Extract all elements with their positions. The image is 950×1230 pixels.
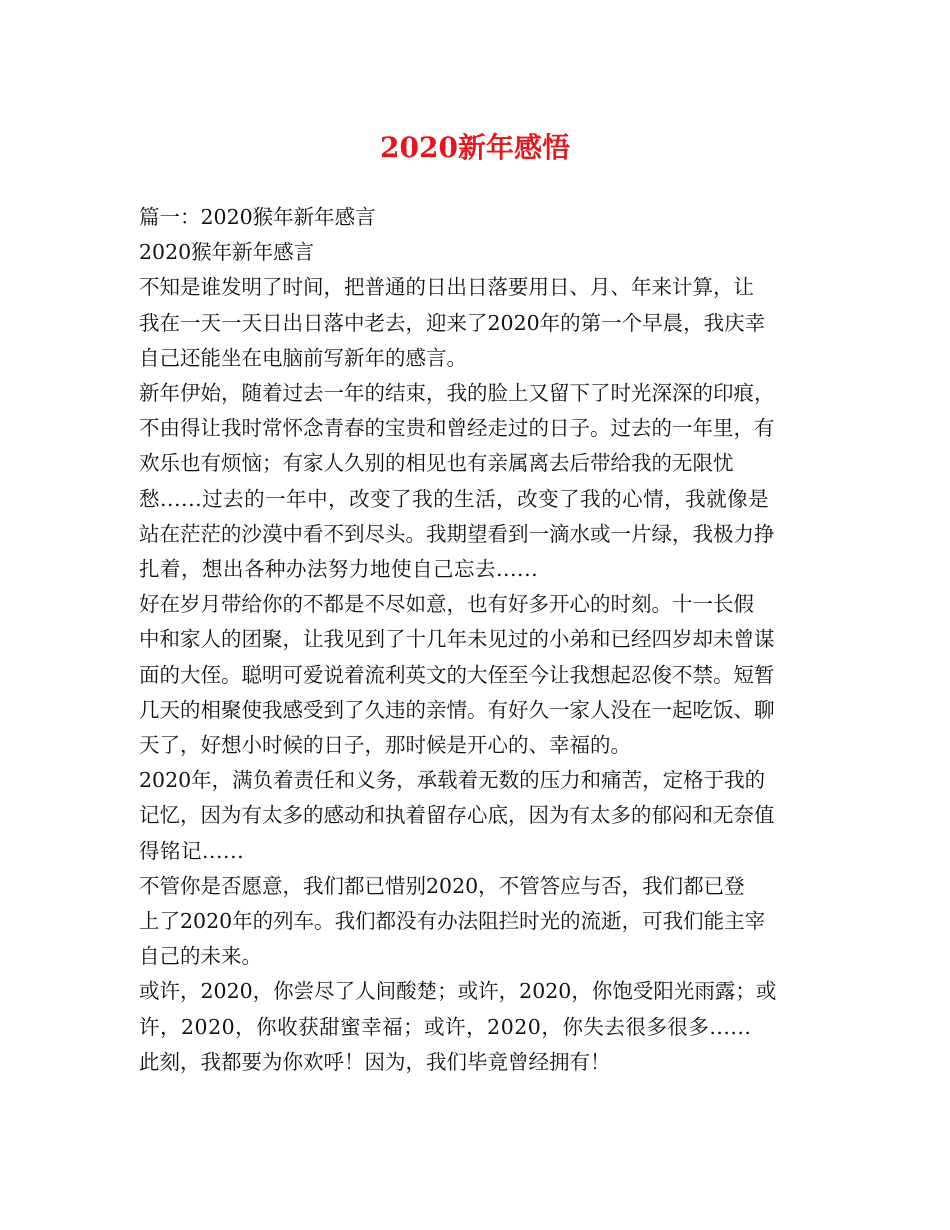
body-line: 不由得让我时常怀念青春的宝贵和曾经走过的日子。过去的一年里，有 [139,416,775,441]
article-title-line: 2020猴年新年感言 [139,240,315,265]
body-line: 或许，2020，你尝尽了人间酸楚；或许，2020，你饱受阳光雨露；或 [139,979,777,1004]
body-line: 不知是谁发明了时间，把普通的日出日落要用日、月、年来计算，让 [139,275,754,300]
body-line: 新年伊始，随着过去一年的结束，我的脸上又留下了时光深深的印痕， [139,381,775,406]
body-line: 记忆，因为有太多的感动和执着留存心底，因为有太多的郁闷和无奈值 [139,803,775,828]
body-line: 面的大侄。聪明可爱说着流利英文的大侄至今让我想起忍俊不禁。短暂 [139,662,775,687]
body-line: 我在一天一天日出日落中老去，迎来了2020年的第一个早晨，我庆幸 [139,310,766,335]
section-heading: 篇一：2020猴年新年感言 [139,205,376,229]
body-line: 2020年，满负着责任和义务，承载着无数的压力和痛苦，定格于我的 [139,768,766,793]
document-title: 2020新年感悟 [380,131,570,164]
body-line: 几天的相聚使我感受到了久违的亲情。有好久一家人没在一起吃饭、聊 [139,697,775,722]
body-line: 得铭记...... [139,838,245,863]
body-line: 站在茫茫的沙漠中看不到尽头。我期望看到一滴水或一片绿，我极力挣 [139,521,775,546]
body-line: 愁......过去的一年中，改变了我的生活，改变了我的心情，我就像是 [139,486,770,511]
body-line: 许，2020，你收获甜蜜幸福；或许，2020，你失去很多很多...... [139,1014,752,1039]
body-line: 自己还能坐在电脑前写新年的感言。 [139,345,467,370]
body-line: 此刻，我都要为你欢呼！因为，我们毕竟曾经拥有！ [139,1049,611,1074]
body-line: 欢乐也有烦恼；有家人久别的相见也有亲属离去后带给我的无限忧 [139,451,734,476]
body-line: 自己的未来。 [139,944,262,969]
body-line: 不管你是否愿意，我们都已惜别2020，不管答应与否，我们都已登 [139,873,745,898]
body-line: 中和家人的团聚，让我见到了十几年未见过的小弟和已经四岁却未曾谋 [139,627,775,652]
body-line: 扎着，想出各种办法努力地使自己忘去...... [139,557,539,582]
body-line: 上了2020年的列车。我们都没有办法阻拦时光的流逝，可我们能主宰 [139,909,766,934]
document-body [139,200,819,1080]
body-line: 天了，好想小时候的日子，那时候是开心的、幸福的。 [139,733,631,758]
body-line: 好在岁月带给你的不都是不尽如意，也有好多开心的时刻。十一长假 [139,592,754,617]
